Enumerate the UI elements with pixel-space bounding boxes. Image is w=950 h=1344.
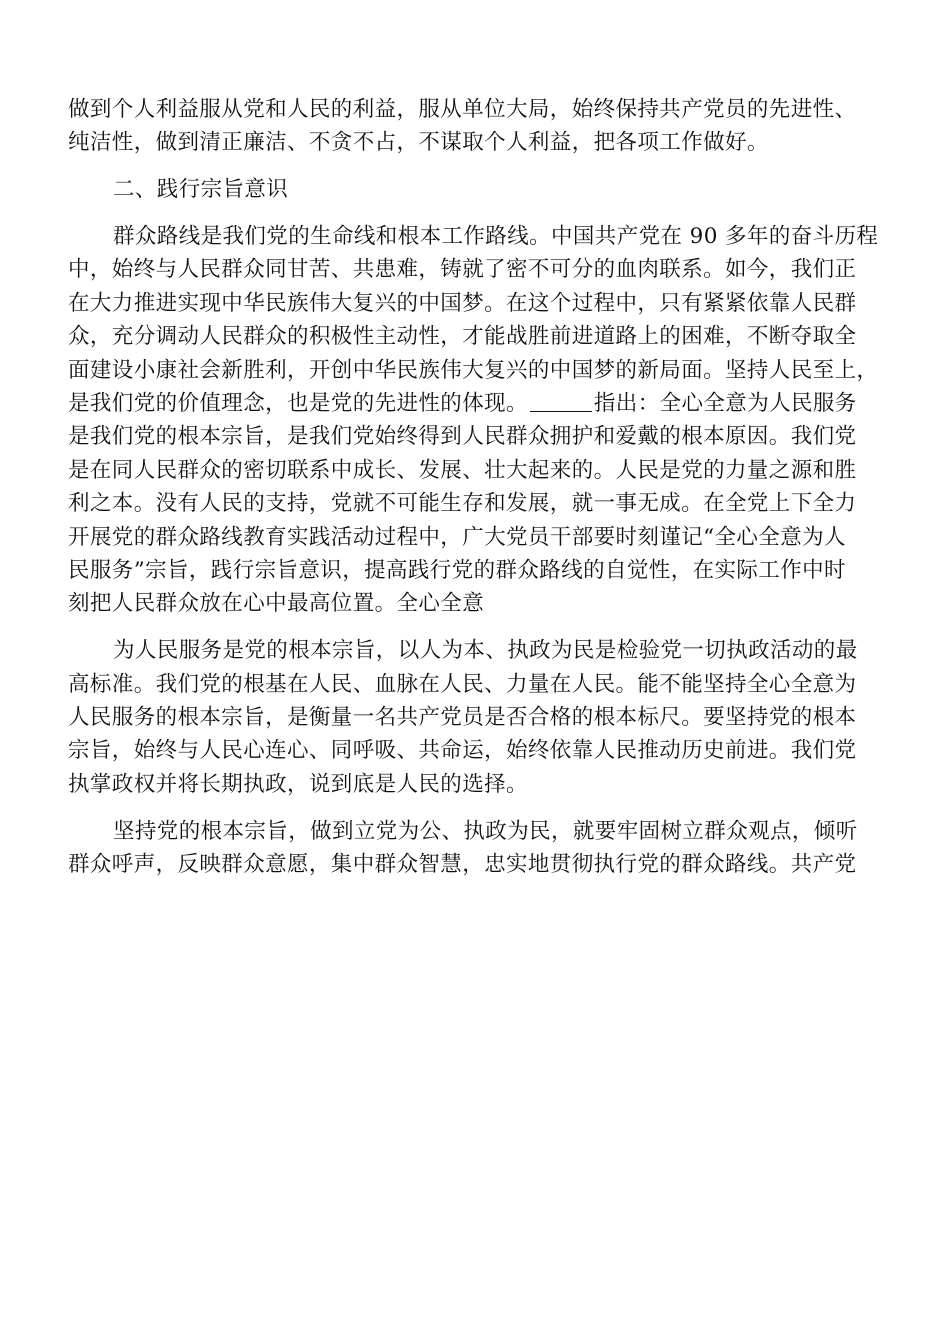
text-line: 宗旨，始终与人民心连心、同呼吸、共命运，始终依靠人民推动历史前进。我们党 [68, 738, 857, 764]
text-line: 众，充分调动人民群众的积极性主动性，才能战胜前进道路上的困难，不断夺取全 [68, 324, 857, 350]
section-heading [68, 173, 883, 206]
text-line: 高标准。我们党的根基在人民、血脉在人民、力量在人民。能不能坚持全心全意为 [68, 671, 857, 697]
text-line: 利之本。没有人民的支持，党就不可能生存和发展，就一事无成。在全党上下全力 [68, 491, 857, 517]
text-line-with-blank [68, 387, 883, 420]
text-line: 面建设小康社会新胜利，开创中华民族伟大复兴的中国梦的新局面。坚持人民至上， [68, 357, 879, 383]
text-line: 执掌政权并将长期执政，说到底是人民的选择。 [68, 771, 528, 797]
text-line: 做到个人利益服从党和人民的利益，服从单位大局，始终保持共产党员的先进性、 [68, 97, 857, 122]
document-body [68, 93, 883, 882]
text-line: 群众路线是我们党的生命线和根本工作路线。中国共产党在 90 多年的奋斗历程 [113, 224, 879, 249]
paragraph-4 [68, 815, 883, 882]
text-segment: 指出：全心全意为人民服务 [593, 391, 857, 417]
text-segment: 是我们党的价值理念，也是党的先进性的体现。 [68, 391, 528, 417]
paragraph-3 [68, 634, 883, 801]
text-line: 中，始终与人民群众同甘苦、共患难，铸就了密不可分的血肉联系。如今，我们正 [68, 257, 857, 283]
text-line: 民服务”宗旨，践行宗旨意识，提高践行党的群众路线的自觉性，在实际工作中时 [68, 558, 846, 584]
text-line: 坚持党的根本宗旨，做到立党为公、执政为民，就要牢固树立群众观点，倾听 [113, 818, 858, 844]
blank-underline [530, 389, 592, 412]
text-line: 是我们党的根本宗旨，是我们党始终得到人民群众拥护和爱戴的根本原因。我们党 [68, 424, 857, 450]
heading-text: 二、践行宗旨意识 [113, 177, 289, 203]
text-line: 为人民服务是党的根本宗旨，以人为本、执政为民是检验党一切执政活动的最 [113, 638, 858, 664]
text-line: 纯洁性，做到清正廉洁、不贪不占，不谋取个人利益，把各项工作做好。 [68, 130, 769, 156]
text-line: 开展党的群众路线教育实践活动过程中，广大党员干部要时刻谨记“全心全意为人 [68, 524, 846, 550]
text-line: 群众呼声，反映群众意愿，集中群众智慧，忠实地贯彻执行党的群众路线。共产党 [68, 852, 857, 878]
text-line: 人民服务的根本宗旨，是衡量一名共产党员是否合格的根本标尺。要坚持党的根本 [68, 705, 857, 731]
paragraph-2 [68, 220, 883, 621]
text-line: 是在同人民群众的密切联系中成长、发展、壮大起来的。人民是党的力量之源和胜 [68, 457, 857, 483]
text-line: 在大力推进实现中华民族伟大复兴的中国梦。在这个过程中，只有紧紧依靠人民群 [68, 290, 857, 316]
text-line: 刻把人民群众放在心中最高位置。全心全意 [68, 591, 485, 617]
paragraph-1 [68, 93, 883, 160]
